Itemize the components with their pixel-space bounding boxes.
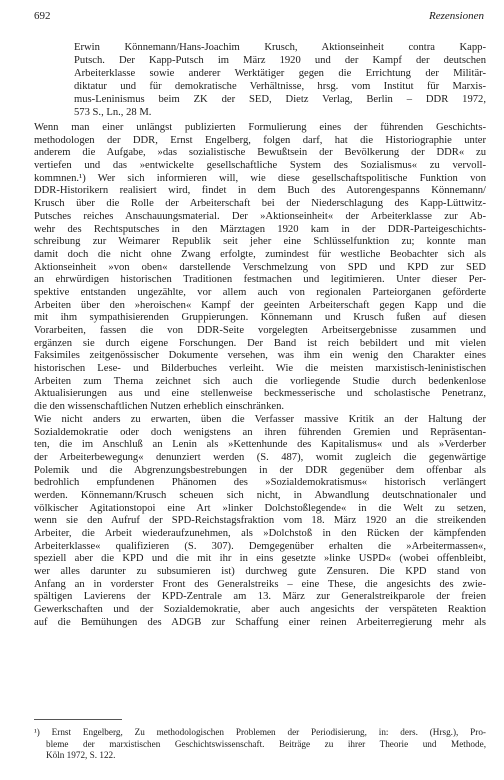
reference-line: Arbeiterklasse sowie anderer Werktätiger gegen die Errichtung der Militär- [74, 68, 486, 79]
body-line: spektive entstanden ungezählte, vor allem auch von regionalen Parteiorganen geförderte [34, 286, 486, 298]
reference-line: 573 S., Ln., 28 M. [74, 107, 152, 118]
body-line: Vorarbeiten, fassen die von DDR-Seite vorgelegten Arbeitsergebnisse zusammen und [34, 325, 486, 336]
body-line: anderem die Aufgabe, »das sozialistische Bewußtsein der Bevölkerung der DDR« zu [34, 147, 486, 159]
body-line: DDR-Historikern realisiert wird, findet in dem Buch des Autorengespanns Könnemann/ [34, 185, 486, 197]
reference-line: Erwin Könnemann/Hans-Joachim Krusch, Aktionseinheit contra Kapp- [74, 42, 486, 53]
body-line [34, 630, 486, 643]
body-line: mit ihm sympathisierenden Gruppierungen. Könnemann und Krusch fußen auf diesen [34, 312, 486, 324]
body-line: ten, die im Anschluß an Lenin als »Kettenhunde des Kapitalismus« und als »Verderber [34, 439, 486, 451]
running-head: Rezensionen [429, 10, 484, 22]
body-line: kommnen.¹) Wer sich informieren will, wie diese gesellschaftspolitische Funktion von [34, 172, 486, 184]
body-line: Arbeiterklasse« qualifizieren (S. 307). Demgegenüber erhalten die »Arbeitermassen«, [34, 540, 486, 552]
body-line: ergänzen sie durch eigene Forschungen. Der Band ist reich bebildert und mit vielen [34, 337, 486, 349]
footnote-divider [34, 719, 122, 720]
footnote-line: ¹) Ernst Engelberg, Zu methodologischen Problemen der Periodisierung, in: ders. (Hrsg.), Pro- [34, 727, 486, 737]
body-line: bedrohlich empfundenen Phänomen des »Sozialdemokratismus« historisch verlängert [34, 477, 486, 489]
body-line: spältigen Lavierens der KPD-Zentrale am 13. März zur Generalstreikparole der freien [34, 591, 486, 603]
body-line: methodologen der DDR, Ernst Engelberg, folgen darf, hat die Historiographie unter [34, 134, 486, 146]
body-line: Polemik und die Abgrenzungsbestrebungen in der DDR gegenüber dem offenbar als [34, 464, 486, 476]
footnote [34, 727, 486, 762]
body-line: Anfang an in vorderster Front des Generalstreiks – eine These, die angesichts des zwie- [34, 578, 486, 590]
body-line: wehr des Rechtsputsches in den Märztagen 1920 kam in der DDR-Parteigeschichts- [34, 223, 486, 235]
body-line: auf die Bemühungen des ADGB zur Schaffung einer reinen Arbeiterregierung mehr als [34, 616, 486, 628]
reference-line: Putsch. Der Kapp-Putsch im März 1920 und der Kampf der deutschen [74, 55, 486, 66]
book-reference [74, 41, 486, 119]
body-line: Putsches reiches Anschauungsmaterial. Der »Aktionseinheit« der Arbeiterklasse zur Ab- [34, 210, 486, 222]
body-line: der Arbeiterbewegung« denunziert werden (S. 487), womit zugleich die gegenwärtige [34, 451, 486, 463]
review-body [34, 122, 486, 642]
body-line: Aktionseinheit »von oben« darstellende Verschmelzung von SPD und KPD zur SED [34, 261, 486, 273]
body-line: Arbeiter, die Arbeit wiederaufzunehmen, als »Dolchstoß in den Rücken der kämpfenden [34, 528, 486, 539]
body-line: Sozialdemokratie oder doch wenigstens an ihren führenden Gremien und Repräsentan- [34, 426, 486, 438]
body-line: damit doch die nicht ohne Zwang erfolgte, zumindest für westliche Beobachter sich als [34, 248, 486, 260]
body-line: werden. Könnemann/Krusch scheuen sich nicht, in Abwandlung deutschnationaler und [34, 489, 486, 501]
footnote-line: bleme der marxistischen Geschichtswissenschaft. Beiträge zu ihrer Theorie und Methode, [46, 738, 486, 749]
body-line: völkischer Agitationstopoi eine Art »linker Dolchstoßlegende« in die Welt zu setzen, [34, 502, 486, 514]
footnote-line: Köln 1972, S. 122. [46, 750, 116, 760]
body-line: an ehrwürdigen historischen Traditionen festmachen und legitimieren. Unter dieser Per- [34, 274, 486, 286]
reference-line: diktatur und für demokratische Verhältnisse, hrsg. vom Institut für Marxis- [74, 81, 486, 92]
body-line: wenn sie den Aufruf der SPD-Reichstagsfraktion vom 18. März 1920 an die streikenden [34, 515, 486, 527]
body-line: Arbeiten über den »heroischen« Kampf der geeinten Arbeiterschaft gegen Kapp und die [34, 299, 486, 311]
body-line: speziell aber die KPD und die mit ihr in eins gesetzte »linke USPD« (wobei offenbleibt, [34, 553, 486, 565]
body-line: Gewerkschaften und der Sozialdemokratie, aber auch angesichts der verspäteten Reaktion [34, 604, 486, 616]
page-header [34, 10, 484, 26]
body-line: schreibung zur Weimarer Republik seit jeher eine Schlüsselfunktion zu; konnte man [34, 236, 486, 248]
body-line: wer alles darunter zu subsumieren ist) durchweg gute Zensuren. Die KPD stand von [34, 566, 486, 578]
body-line: Krusch über die Rolle der Arbeiterschaft bei der Niederschlagung des Kapp-Lüttwitz- [34, 198, 486, 210]
body-line: Wenn man einer unlängst publizierten Formulierung eines der führenden Geschichts- [34, 122, 486, 133]
body-line: die den wissenschaftlichen Nutzen erheblich einschränken. [34, 401, 285, 413]
body-line: historischen Lese- und Bilderbuches verleiht. Wie die meisten marxistisch-leninistischen [34, 363, 486, 375]
body-line: Faksimiles zeitgenössischer Dokumente versehen, was ihm ein wenig den Charakter eines [34, 350, 486, 362]
page-number: 692 [34, 10, 51, 22]
body-line: Arbeiten zum Thema zeichnet sich auch die vorliegende Studie durch bedenkenlose [34, 375, 486, 387]
body-line: Wie nicht anders zu erwarten, üben die Verfasser massive Kritik an der Haltung der [34, 413, 486, 425]
body-line: vertiefen und das »entwickelte gesellschaftliche System des Sozialismus« zu vervoll- [34, 160, 486, 172]
reference-line: mus-Leninismus beim ZK der SED, Dietz Verlag, Berlin – DDR 1972, [74, 94, 486, 105]
body-line: Aktualisierungen aus und eine stellenweise beckmesserische und scholastische Penetranz, [34, 388, 486, 400]
